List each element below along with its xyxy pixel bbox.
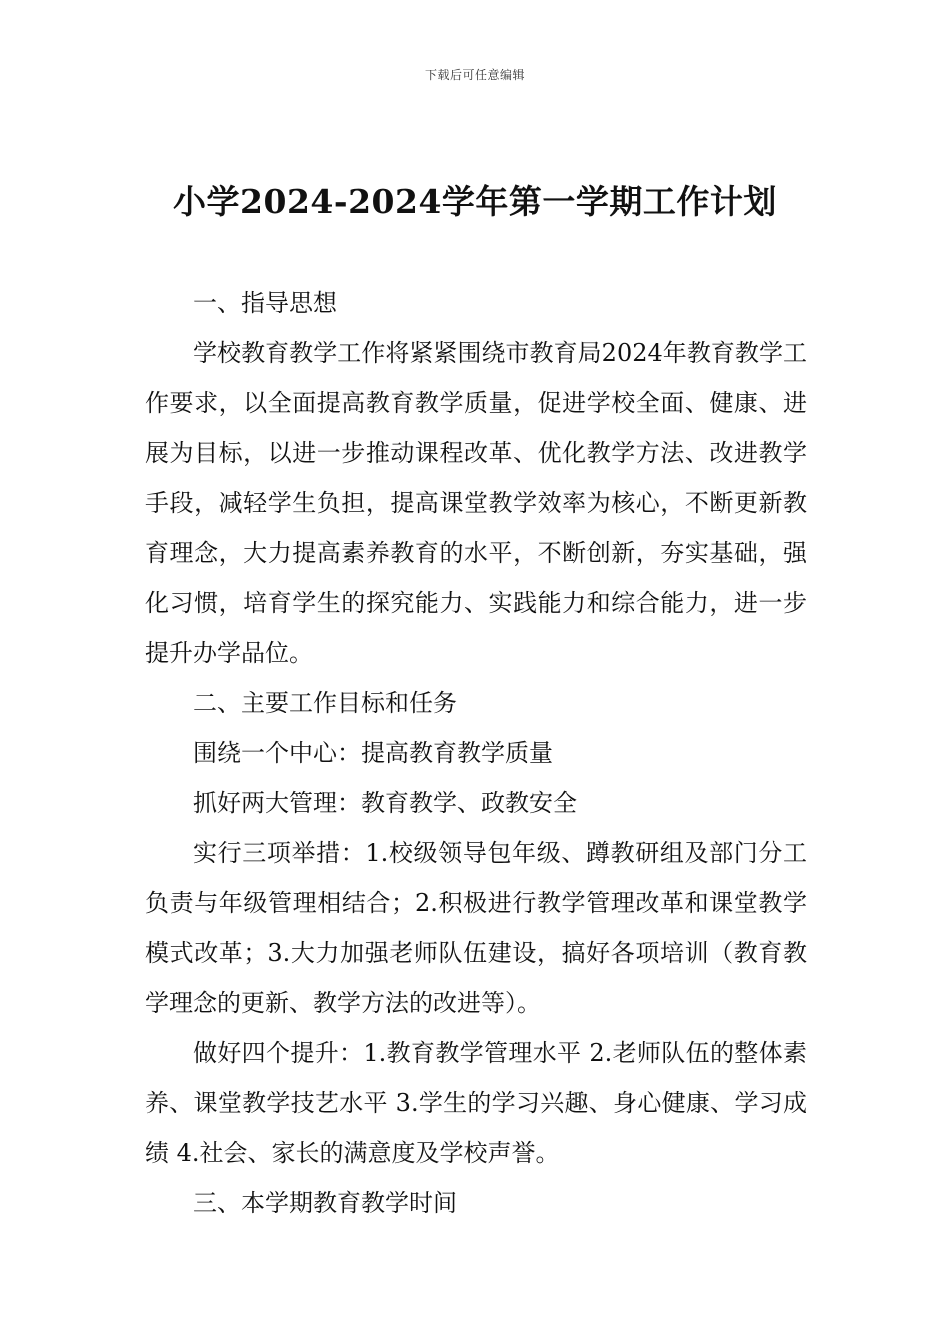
paragraph-one-center: 围绕一个中心：提高教育教学质量 [193, 739, 553, 767]
section-heading-guiding-ideology: 一、指导思想 [193, 289, 337, 317]
paragraph-guiding-ideology: 学校教育教学工作将紧紧围绕市教育局2024年教育教学工作要求，以全面提高教育教学质量，促进学校全面、健康、进展为目标，以进一步推动课程改革、优化教学方法、改进教学手段，减轻学生负担，提高课堂教学效率为核心，不断更新教育理念，大力提高素养教育的水平，不断创新，夯实基础，强化习惯，培育学生的探究能力、实践能力和综合能力，进一步提升办学品位。 [145, 339, 807, 667]
document-title: 小学2024-2024学年第一学期工作计划 [173, 182, 777, 221]
document-body [145, 278, 807, 1228]
header-note: 下载后可任意编辑 [424, 68, 525, 82]
paragraph-two-management: 抓好两大管理：教育教学、政教安全 [193, 789, 577, 817]
paragraph-four-improvements: 做好四个提升：1.教育教学管理水平 2.老师队伍的整体素养、课堂教学技艺水平 3.学生的学习兴趣、身心健康、学习成绩 4.社会、家长的满意度及学校声誉。 [145, 1039, 807, 1167]
section-heading-goals-tasks: 二、主要工作目标和任务 [193, 689, 457, 717]
paragraph-three-measures: 实行三项举措：1.校级领导包年级、蹲教研组及部门分工负责与年级管理相结合；2.积极进行教学管理改革和课堂教学模式改革；3.大力加强老师队伍建设，搞好各项培训（教育教学理念的更新、教学方法的改进等）。 [145, 839, 807, 1017]
section-heading-semester-time: 三、本学期教育教学时间 [193, 1189, 457, 1217]
